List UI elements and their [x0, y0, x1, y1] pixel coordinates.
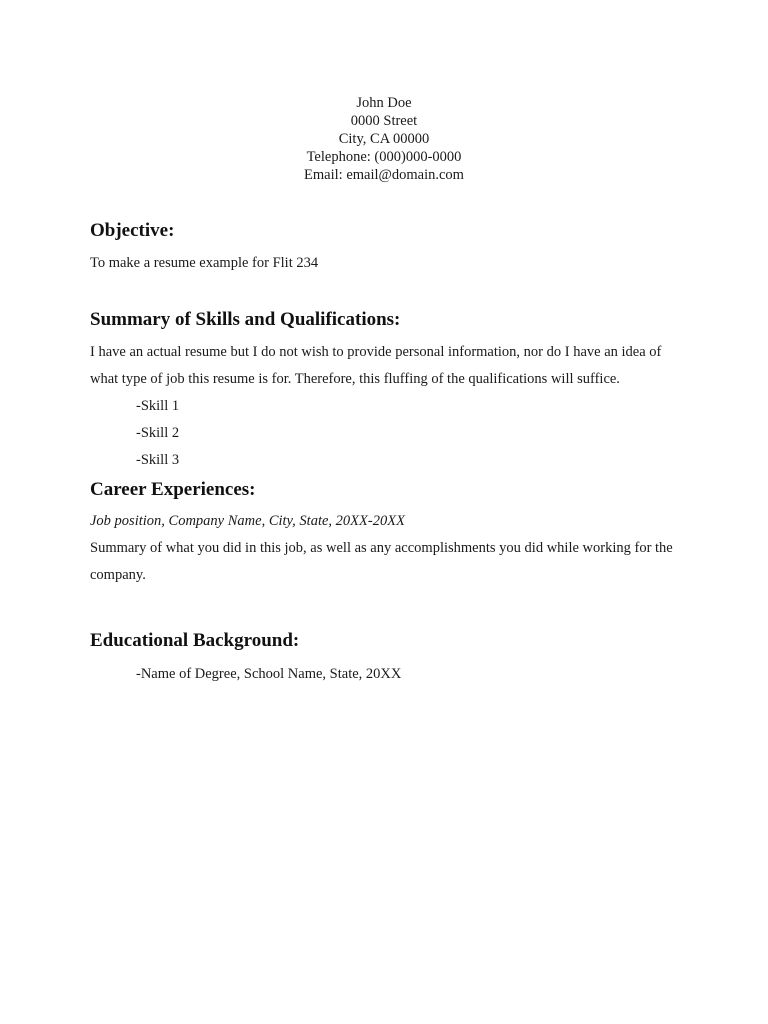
- contact-block: [0, 94, 768, 184]
- skill-item: -Skill 1: [136, 398, 180, 414]
- education-heading: Educational Background:: [90, 630, 300, 651]
- contact-email: Email: email@domain.com: [304, 167, 464, 183]
- skills-heading: Summary of Skills and Qualifications:: [90, 309, 401, 330]
- contact-name: John Doe: [356, 95, 412, 111]
- contact-city: City, CA 00000: [338, 131, 430, 147]
- contact-street: 0000 Street: [350, 113, 418, 129]
- skills-summary: I have an actual resume but I do not wish to provide personal information, nor do I have an idea of what type of job this resume is for. Therefore, this fluffing of the qualifications will suffice.: [90, 344, 662, 387]
- degree-item: -Name of Degree, School Name, State, 20XX: [136, 666, 402, 682]
- contact-telephone: Telephone: (000)000-0000: [306, 149, 462, 165]
- skill-item: -Skill 3: [136, 452, 180, 468]
- job-position: Job position, Company Name, City, State, 20XX-20XX: [90, 513, 405, 529]
- objective-heading: Objective:: [90, 220, 175, 241]
- skill-item: -Skill 2: [136, 425, 180, 441]
- job-summary: Summary of what you did in this job, as well as any accomplishments you did while working for the company.: [90, 540, 673, 583]
- objective-text: To make a resume example for Flit 234: [90, 255, 319, 271]
- career-heading: Career Experiences:: [90, 479, 256, 500]
